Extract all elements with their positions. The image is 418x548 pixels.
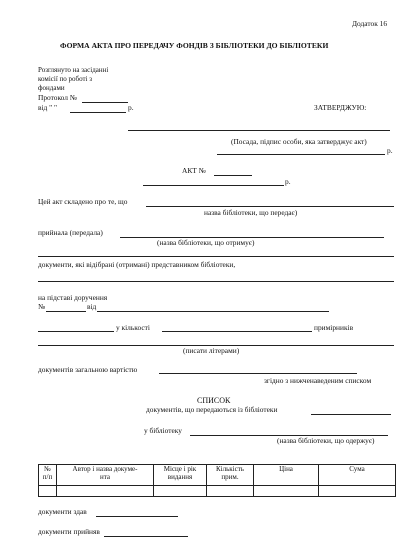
transferring-library-field[interactable] [146, 206, 394, 207]
transferring-library-caption: назва бібліотеки, що передає) [204, 208, 298, 217]
document-title: ФОРМА АКТА ПРО ПЕРЕДАЧУ ФОНДІВ З БІБЛІОТЕКИ ДО БІБЛІОТЕКИ [60, 41, 329, 50]
in-words-caption: (писати літерами) [183, 346, 240, 355]
basis-number-label: № [38, 302, 46, 311]
header-quantity: Кількість прим. [207, 465, 254, 486]
header-price: Ціна [254, 465, 319, 486]
protocol-date-field[interactable] [70, 112, 126, 113]
act-date-field[interactable] [143, 185, 284, 186]
quantity-prefix-field[interactable] [38, 331, 114, 332]
documents-table [38, 464, 396, 497]
blank-line-2[interactable] [38, 281, 394, 282]
protocol-label: Протокол № [38, 93, 77, 102]
handed-signature-field[interactable] [96, 516, 178, 517]
table-cell[interactable] [154, 486, 207, 497]
table-cell[interactable] [319, 486, 396, 497]
header-author-title: Автор і назва докуме- нта [57, 465, 154, 486]
table-cell[interactable] [207, 486, 254, 497]
act-number-label: АКТ № [182, 166, 206, 175]
list-subheading: документів, що передаються із бібліотеки [146, 405, 278, 414]
approver-caption: (Посада, підпис особи, яка затверджує акт) [231, 137, 367, 146]
to-library-label: у бібліотеку [144, 426, 182, 435]
table-cell[interactable] [254, 486, 319, 497]
table-cell[interactable] [39, 486, 57, 497]
total-value-label: документів загальною вартістю [38, 365, 138, 374]
approve-date-field[interactable] [217, 154, 385, 155]
target-library-caption: (назва бібліотеки, що одержує) [277, 436, 375, 445]
header-number: № п/п [39, 465, 57, 486]
quantity-field[interactable] [162, 331, 312, 332]
quantity-label: у кількості [116, 323, 150, 332]
receiving-library-caption: (назва бібліотеки, що отримує) [157, 238, 255, 247]
per-list-text: згідно з нижченаведеним списком [264, 376, 372, 385]
table-cell[interactable] [57, 486, 154, 497]
approver-signature-field[interactable] [128, 130, 390, 131]
accepted-label: документи прийняв [38, 527, 100, 536]
header-place-year: Місце і рік видання [154, 465, 207, 486]
act-number-field[interactable] [214, 175, 252, 176]
blank-line-1[interactable] [38, 256, 394, 257]
approve-year-label: р. [387, 146, 393, 155]
protocol-year-label: р. [128, 103, 134, 112]
copies-label: примірників [314, 323, 354, 332]
table-row[interactable] [39, 486, 396, 497]
considered-line2: комісії по роботі з [38, 75, 93, 83]
total-value-field[interactable] [159, 373, 357, 374]
accepted-signature-field[interactable] [104, 536, 188, 537]
compiled-text: Цей акт складено про те, що [38, 197, 128, 206]
header-sum: Сума [319, 465, 396, 486]
basis-number-field[interactable] [46, 311, 86, 312]
basis-from-label: від [87, 302, 97, 311]
considered-line3: фондами [38, 84, 65, 92]
protocol-date-label: від " " [38, 103, 58, 112]
received-text: прийнала (передала) [38, 228, 103, 237]
handed-label: документи здав [38, 507, 87, 516]
table-header-row [39, 465, 396, 486]
basis-from-field[interactable] [97, 311, 329, 312]
appendix-label: Додаток 16 [352, 19, 388, 28]
approve-label: ЗАТВЕРДЖУЮ: [314, 103, 367, 112]
considered-line1: Розглянуто на засіданні [38, 66, 109, 74]
list-heading: СПИСОК [197, 396, 231, 405]
basis-text: на підставі доручення [38, 293, 108, 302]
source-library-field[interactable] [311, 414, 391, 415]
protocol-number-field[interactable] [82, 102, 128, 103]
docs-selected-text: документи, які відібрані (отримані) представником бібліотеки, [38, 260, 236, 269]
act-year-label: р. [285, 177, 291, 186]
